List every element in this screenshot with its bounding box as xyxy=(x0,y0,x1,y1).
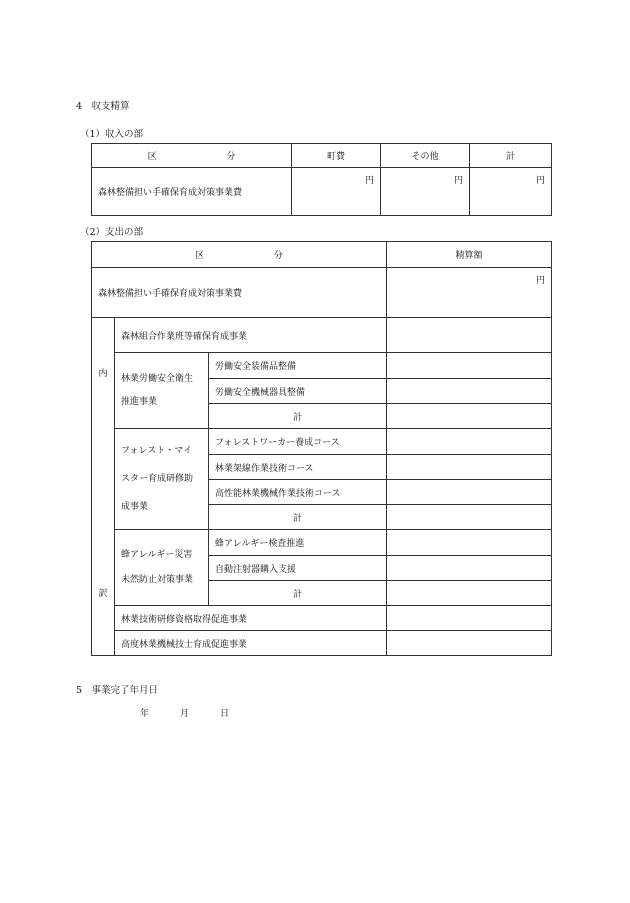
completion-day[interactable]: 日 xyxy=(220,709,230,719)
expense-row-kumiai xyxy=(92,318,552,353)
uchiwake-char-1: 内 xyxy=(98,369,108,379)
hachi-subtotal-amount[interactable] xyxy=(387,581,552,606)
rodo-label-line1: 林業労働安全衛生 xyxy=(121,373,194,384)
forest-label-line2: スター育成研修助 xyxy=(121,474,194,484)
income-table xyxy=(91,143,552,216)
forest-subtotal-label: 計 xyxy=(209,505,387,530)
income-header-town: 町費 xyxy=(292,144,381,168)
expense-table xyxy=(91,241,552,656)
income-header-kubun-1: 区 xyxy=(147,152,157,162)
forest-item-row-1 xyxy=(92,429,552,455)
income-total-cell[interactable]: 円 xyxy=(470,168,552,216)
forest-item-3-amount[interactable] xyxy=(387,480,552,505)
expense-main-row xyxy=(92,268,552,318)
section-5-title: 5 事業完了年月日 xyxy=(76,685,159,696)
rodo-label-line2: 推進事業 xyxy=(121,396,158,407)
uchiwake-char-2: 訳 xyxy=(98,589,108,599)
expense-header-row xyxy=(92,242,552,268)
forest-item-2: 林業架線作業技術コース xyxy=(209,455,387,480)
hachi-subtotal-label: 計 xyxy=(209,581,387,606)
income-header-kubun xyxy=(92,144,292,168)
income-header-row xyxy=(92,144,552,168)
forest-label xyxy=(115,429,209,530)
rodo-label xyxy=(115,353,209,429)
expense-main-label: 森林整備担い手確保育成対策事業費 xyxy=(92,268,387,318)
gijutsu-label: 林業技術研修資格取得促進事業 xyxy=(115,606,387,631)
rodo-item-2-amount[interactable] xyxy=(387,379,552,404)
income-other-cell[interactable]: 円 xyxy=(381,168,470,216)
forest-label-line1: フォレスト・マイ xyxy=(121,446,193,456)
kodo-label: 高度林業機械技士育成促進事業 xyxy=(115,631,387,656)
hachi-label-line2: 未然防止対策事業 xyxy=(121,574,194,585)
income-header-kubun-2: 分 xyxy=(226,152,236,162)
kumiai-label: 森林組合作業班等確保育成事業 xyxy=(115,318,387,353)
forest-item-3: 高性能林業機械作業技術コース xyxy=(209,480,387,505)
income-header-other: その他 xyxy=(381,144,470,168)
rodo-item-1: 労働安全装備品整備 xyxy=(209,353,387,379)
rodo-subtotal-amount[interactable] xyxy=(387,404,552,429)
income-town-cell[interactable]: 円 xyxy=(292,168,381,216)
hachi-item-2-amount[interactable] xyxy=(387,556,552,581)
income-subtitle: （1）収入の部 xyxy=(80,129,144,140)
hachi-item-row-1 xyxy=(92,530,552,556)
expense-header-amount: 精算額 xyxy=(387,242,552,268)
income-header-total: 計 xyxy=(470,144,552,168)
hachi-item-1: 蜂アレルギー検査推進 xyxy=(209,530,387,556)
rodo-item-row-1 xyxy=(92,353,552,379)
uchiwake-column xyxy=(92,318,115,656)
forest-item-1-amount[interactable] xyxy=(387,429,552,455)
completion-year[interactable]: 年 xyxy=(140,709,150,719)
completion-month[interactable]: 月 xyxy=(180,709,190,719)
hachi-item-2: 自動注射器購入支援 xyxy=(209,556,387,581)
expense-main-amount[interactable]: 円 xyxy=(387,268,552,318)
expense-header-kubun-1: 区 xyxy=(195,251,205,261)
hachi-label-line1: 蜂アレルギー災害 xyxy=(121,549,193,560)
expense-subtitle: （2）支出の部 xyxy=(80,227,144,238)
rodo-item-1-amount[interactable] xyxy=(387,353,552,379)
expense-header-kubun-2: 分 xyxy=(273,251,283,261)
kodo-row xyxy=(92,631,552,656)
forest-subtotal-amount[interactable] xyxy=(387,505,552,530)
kumiai-amount[interactable] xyxy=(387,318,552,353)
forest-item-2-amount[interactable] xyxy=(387,455,552,480)
rodo-item-2: 労働安全機械器具整備 xyxy=(209,379,387,404)
income-data-row xyxy=(92,168,552,216)
gijutsu-amount[interactable] xyxy=(387,606,552,631)
kodo-amount[interactable] xyxy=(387,631,552,656)
forest-label-line3: 成事業 xyxy=(121,502,149,512)
rodo-subtotal-label: 計 xyxy=(209,404,387,429)
gijutsu-row xyxy=(92,606,552,631)
hachi-item-1-amount[interactable] xyxy=(387,530,552,556)
section-4-title: 4 収支精算 xyxy=(76,101,130,112)
hachi-label xyxy=(115,530,209,606)
forest-item-1: フォレストワーカー養成コース xyxy=(209,429,387,455)
income-row-label: 森林整備担い手確保育成対策事業費 xyxy=(92,168,292,216)
expense-header-kubun xyxy=(92,242,387,268)
